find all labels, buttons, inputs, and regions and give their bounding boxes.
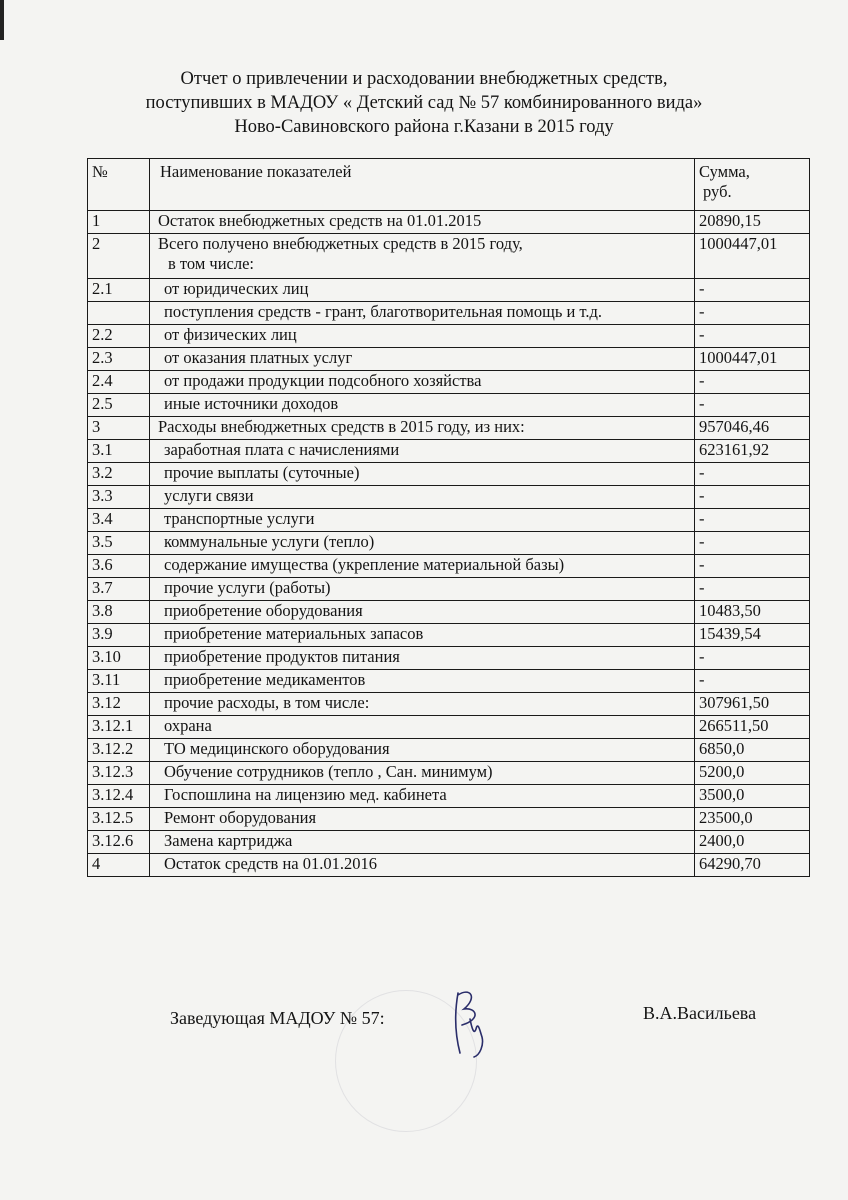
- row-indicator-name: [150, 693, 695, 716]
- row-sum: 23500,0: [695, 808, 810, 831]
- table-row: [88, 831, 810, 854]
- row-number: 3.12.2: [88, 739, 150, 762]
- row-name-line-2: в том числе:: [168, 254, 255, 273]
- row-sum: -: [695, 325, 810, 348]
- row-sum: -: [695, 394, 810, 417]
- row-sum: -: [695, 578, 810, 601]
- row-indicator-name: [150, 716, 695, 739]
- row-number: 3.10: [88, 647, 150, 670]
- table-row: [88, 532, 810, 555]
- row-sum: -: [695, 463, 810, 486]
- table-row: [88, 211, 810, 234]
- table-header-row: [88, 159, 810, 211]
- row-number: 3.9: [88, 624, 150, 647]
- row-name-line: приобретение продуктов питания: [164, 647, 400, 666]
- row-number: 3.8: [88, 601, 150, 624]
- row-sum: -: [695, 509, 810, 532]
- table-body: [88, 211, 810, 877]
- row-sum: -: [695, 302, 810, 325]
- table-row: [88, 762, 810, 785]
- table-row: [88, 739, 810, 762]
- table-row: [88, 647, 810, 670]
- row-number: 2.5: [88, 394, 150, 417]
- row-indicator-name: [150, 578, 695, 601]
- scan-edge: [0, 0, 4, 40]
- row-number: 3.12.6: [88, 831, 150, 854]
- row-indicator-name: [150, 555, 695, 578]
- row-indicator-name: [150, 739, 695, 762]
- title-line-3: Ново-Савиновского района г.Казани в 2015 году: [234, 117, 614, 137]
- row-indicator-name: [150, 417, 695, 440]
- row-number: 3.12: [88, 693, 150, 716]
- row-indicator-name: [150, 831, 695, 854]
- signature-position: Заведующая МАДОУ № 57:: [170, 1008, 385, 1028]
- row-name-line: Остаток внебюджетных средств на 01.01.2015: [158, 211, 482, 230]
- row-sum: 1000447,01: [695, 234, 810, 279]
- row-name-line: Замена картриджа: [164, 831, 293, 850]
- row-sum: -: [695, 555, 810, 578]
- row-name-line: поступления средств - грант, благотворительная помощь и т.д.: [164, 302, 603, 321]
- row-indicator-name: [150, 647, 695, 670]
- row-sum: 10483,50: [695, 601, 810, 624]
- table-row: [88, 440, 810, 463]
- row-indicator-name: [150, 785, 695, 808]
- header-name: Наименование показателей: [150, 159, 695, 211]
- handwritten-signature: [440, 985, 500, 1060]
- row-name-line: Расходы внебюджетных средств в 2015 году, из них:: [158, 417, 525, 436]
- row-number: 2: [88, 234, 150, 279]
- row-indicator-name: [150, 279, 695, 302]
- table-row: [88, 302, 810, 325]
- table-row: [88, 509, 810, 532]
- row-name-line: от физических лиц: [164, 325, 297, 344]
- table-row: [88, 854, 810, 877]
- row-indicator-name: [150, 624, 695, 647]
- table-row: [88, 279, 810, 302]
- row-name-line: услуги связи: [164, 486, 254, 505]
- table-row: [88, 463, 810, 486]
- report-table: [87, 158, 810, 877]
- header-sum-line2: руб.: [703, 182, 732, 201]
- row-name-line: Госпошлина на лицензию мед. кабинета: [164, 785, 447, 804]
- row-sum: 6850,0: [695, 739, 810, 762]
- table-row: [88, 693, 810, 716]
- row-indicator-name: [150, 440, 695, 463]
- signatory-name: В.А.Васильева: [643, 1003, 757, 1023]
- table-row: [88, 670, 810, 693]
- row-indicator-name: [150, 211, 695, 234]
- row-number: 3.4: [88, 509, 150, 532]
- table-row: [88, 325, 810, 348]
- row-indicator-name: [150, 808, 695, 831]
- table-row: [88, 486, 810, 509]
- row-sum: 2400,0: [695, 831, 810, 854]
- row-sum: 1000447,01: [695, 348, 810, 371]
- row-number: [88, 302, 150, 325]
- table-row: [88, 716, 810, 739]
- title-line-1: Отчет о привлечении и расходовании внебюджетных средств,: [180, 69, 668, 89]
- row-indicator-name: [150, 532, 695, 555]
- title-line-2: поступивших в МАДОУ « Детский сад № 57 комбинированного вида»: [145, 93, 703, 113]
- header-num: №: [88, 159, 150, 211]
- row-number: 3.11: [88, 670, 150, 693]
- row-indicator-name: [150, 762, 695, 785]
- row-number: 3.2: [88, 463, 150, 486]
- row-number: 3.12.5: [88, 808, 150, 831]
- table-row: [88, 394, 810, 417]
- table-row: [88, 417, 810, 440]
- row-name-line: иные источники доходов: [164, 394, 339, 413]
- row-number: 1: [88, 211, 150, 234]
- row-indicator-name: [150, 394, 695, 417]
- row-name-line: от оказания платных услуг: [164, 348, 353, 367]
- row-name-line: коммунальные услуги (тепло): [164, 532, 375, 551]
- row-sum: 64290,70: [695, 854, 810, 877]
- row-number: 3: [88, 417, 150, 440]
- row-sum: 3500,0: [695, 785, 810, 808]
- row-sum: 266511,50: [695, 716, 810, 739]
- row-number: 3.12.4: [88, 785, 150, 808]
- document-title: [0, 67, 848, 139]
- table-row: [88, 578, 810, 601]
- row-sum: -: [695, 371, 810, 394]
- table-row: [88, 601, 810, 624]
- table-row: [88, 808, 810, 831]
- row-name-line: прочие расходы, в том числе:: [164, 693, 370, 712]
- row-sum: 20890,15: [695, 211, 810, 234]
- row-name-line: приобретение материальных запасов: [164, 624, 424, 643]
- row-sum: -: [695, 279, 810, 302]
- row-indicator-name: [150, 486, 695, 509]
- row-name-line: приобретение медикаментов: [164, 670, 366, 689]
- table-row: [88, 624, 810, 647]
- row-indicator-name: [150, 234, 695, 279]
- row-name-line: ТО медицинского оборудования: [164, 739, 390, 758]
- row-indicator-name: [150, 670, 695, 693]
- row-number: 3.12.3: [88, 762, 150, 785]
- row-number: 3.5: [88, 532, 150, 555]
- row-number: 4: [88, 854, 150, 877]
- row-indicator-name: [150, 348, 695, 371]
- row-number: 2.3: [88, 348, 150, 371]
- row-sum: 957046,46: [695, 417, 810, 440]
- row-sum: -: [695, 647, 810, 670]
- row-indicator-name: [150, 302, 695, 325]
- row-indicator-name: [150, 371, 695, 394]
- row-name-line: от продажи продукции подсобного хозяйства: [164, 371, 482, 390]
- header-sum-line1: Сумма,: [699, 162, 750, 181]
- row-sum: -: [695, 670, 810, 693]
- row-name-line: приобретение оборудования: [164, 601, 363, 620]
- row-number: 3.7: [88, 578, 150, 601]
- row-number: 3.1: [88, 440, 150, 463]
- header-sum: [695, 159, 810, 211]
- row-number: 3.3: [88, 486, 150, 509]
- row-number: 2.1: [88, 279, 150, 302]
- row-name-line: охрана: [164, 716, 212, 735]
- table-row: [88, 785, 810, 808]
- row-number: 2.2: [88, 325, 150, 348]
- row-indicator-name: [150, 601, 695, 624]
- table-row: [88, 234, 810, 279]
- row-name-line: прочие выплаты (суточные): [164, 463, 360, 482]
- row-sum: 15439,54: [695, 624, 810, 647]
- row-number: 3.6: [88, 555, 150, 578]
- row-indicator-name: [150, 463, 695, 486]
- table-row: [88, 555, 810, 578]
- row-sum: 623161,92: [695, 440, 810, 463]
- row-name-line: Обучение сотрудников (тепло , Сан. минимум): [164, 762, 493, 781]
- row-sum: -: [695, 486, 810, 509]
- row-name-line: Остаток средств на 01.01.2016: [164, 854, 377, 873]
- row-name-line: заработная плата с начислениями: [164, 440, 400, 459]
- row-name-line: прочие услуги (работы): [164, 578, 331, 597]
- row-sum: -: [695, 532, 810, 555]
- row-name-line: Ремонт оборудования: [164, 808, 317, 827]
- row-indicator-name: [150, 854, 695, 877]
- row-name-line: от юридических лиц: [164, 279, 309, 298]
- row-name-line: транспортные услуги: [164, 509, 315, 528]
- row-name-line: Всего получено внебюджетных средств в 2015 году,: [158, 234, 523, 253]
- row-sum: 307961,50: [695, 693, 810, 716]
- row-sum: 5200,0: [695, 762, 810, 785]
- row-indicator-name: [150, 325, 695, 348]
- row-name-line: содержание имущества (укрепление материальной базы): [164, 555, 565, 574]
- table-row: [88, 371, 810, 394]
- row-number: 2.4: [88, 371, 150, 394]
- row-number: 3.12.1: [88, 716, 150, 739]
- row-indicator-name: [150, 509, 695, 532]
- table-row: [88, 348, 810, 371]
